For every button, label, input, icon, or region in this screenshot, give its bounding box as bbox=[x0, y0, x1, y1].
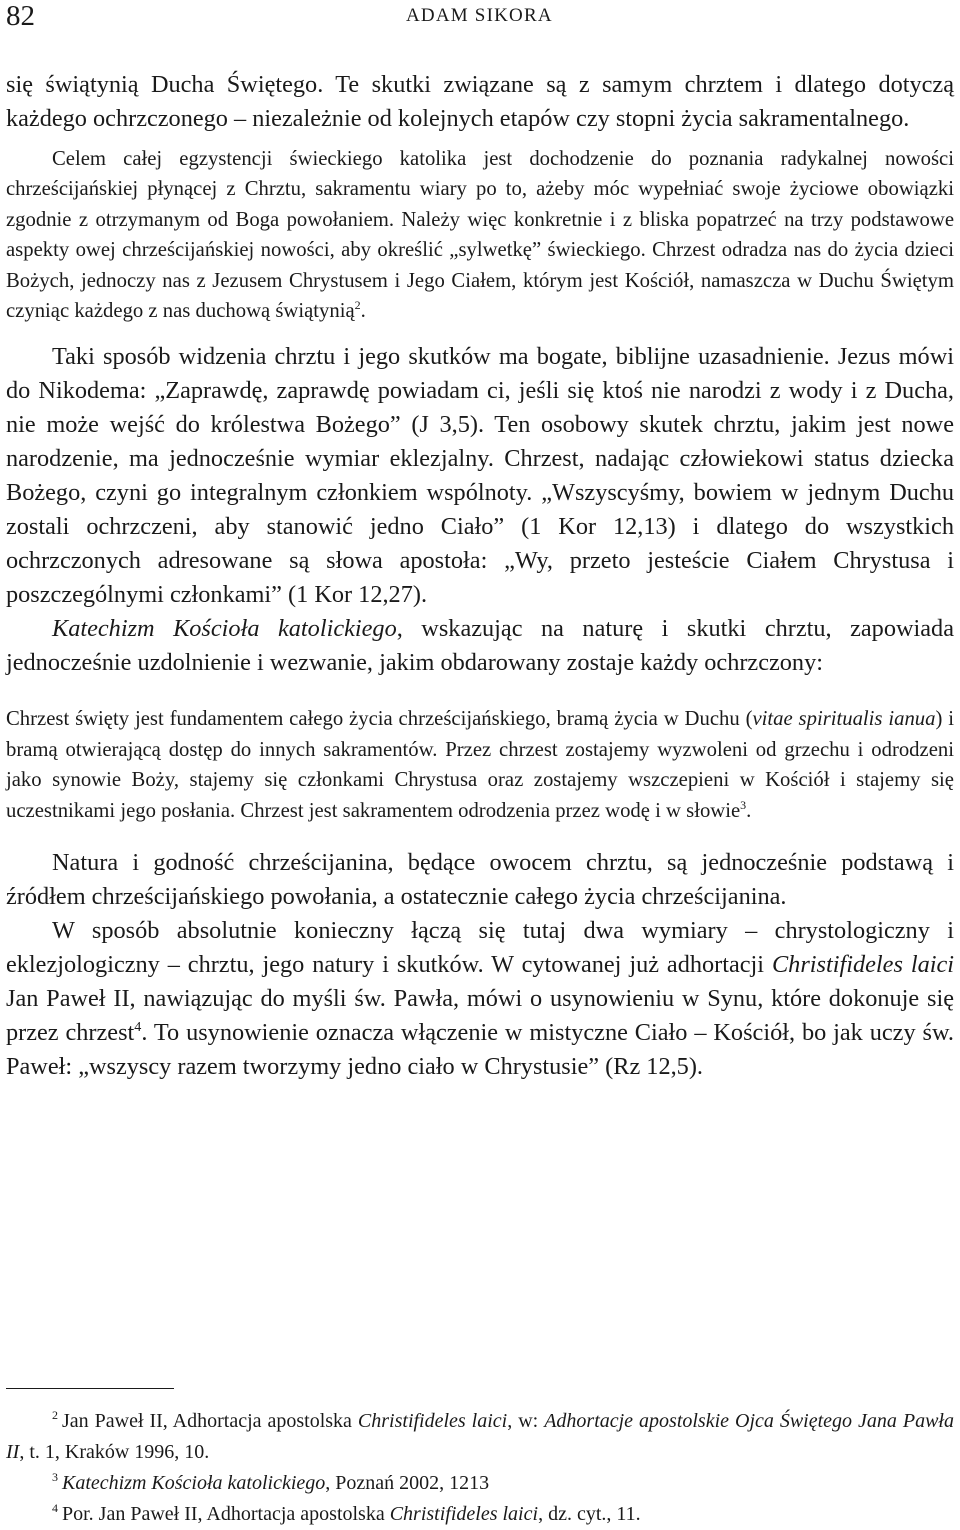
paragraph-text: Natura i godność chrześcijanina, będące owocem chrztu, są jednocześnie podstawą i źródłem chrześcijańskiego powołania, a ostatecznie całego życia chrześcijanina. bbox=[6, 849, 954, 911]
paragraph-nature-dignity bbox=[6, 846, 954, 914]
footnote-ref-3[interactable]: 3 bbox=[740, 797, 747, 812]
footnote-4: $^4$ Por. Jan Paweł II, Adhortacja apostolska Christifideles laici, dz. cyt., 11. bbox=[52, 1501, 641, 1525]
latin-phrase: vitae spiritualis ianua bbox=[752, 708, 936, 731]
paragraph-dimensions: W sposób absolutnie konieczny łączą się tutaj dwa wymiary – chrystologiczny i eklezjologiczny – chrztu, jego natury i skutków. W cytowanej już adhortacji Christifideles laici Jan Paweł II, nawiązując do myśli św. Pawła, mówi o usynowieniu w Synu, które dokonuje się przez chrzest$^4$. To usynowienie oznacza włączenie w mistyczne Ciało – Kościół, bo jak uczy św. Paweł: „wszyscy razem tworzymy jedno ciało w Chrystusie” (Rz 12,5). bbox=[6, 917, 955, 1081]
page-number: 82 bbox=[6, 0, 35, 32]
block-quote-1 bbox=[6, 144, 954, 326]
footnote-ref-4[interactable]: 4 bbox=[134, 1018, 142, 1035]
footnote-separator bbox=[6, 1388, 174, 1389]
footnote-number: 2 bbox=[52, 1408, 58, 1423]
paragraph-text: , wskazując na naturę i skutki chrztu, zapowiada jednocześnie uzdolnienie i wezwanie, jakim obdarowany zostaje każdy ochrzczony: bbox=[6, 615, 954, 677]
document-title: Christifideles laici bbox=[771, 951, 955, 979]
footnote-2: $^2$ Jan Paweł II, Adhortacja apostolska Christifideles laici, w: Adhortacje apostolskie Ojca Świętego Jana Pawła II, t. 1, Kraków 1996, 10. bbox=[6, 1408, 954, 1463]
catechism-title: Katechizm Kościoła katolickiego bbox=[52, 615, 397, 643]
running-head: ADAM SIKORA bbox=[406, 5, 553, 26]
quote-paragraph: Celem całej egzystencji świeckiego katolika jest dochodzenie do poznania radykalnej nowości chrześcijańskiej płynącej z Chrztu, sakramentu wiary po to, ażeby móc wypełniać swoje życiowe obowiązki zgodnie z otrzymanym od Boga powołaniem. Należy więc konkretnie i z bliska popatrzeć na trzy podstawowe aspekty owej chrześcijańskiej nowości, aby określić „sylwetkę” świeckiego. Chrzest odradza nas do życia dzieci Bożych, jednoczy nas z Jezusem Chrystusem i Jego Ciałem, którym jest Kościół, namaszcza w Duchu Świętym czyniąc każdego z nas duchową świątynią$^2$. bbox=[6, 148, 954, 323]
footnotes bbox=[6, 1406, 954, 1530]
paragraph-catechism-intro bbox=[6, 612, 954, 680]
body-text bbox=[6, 68, 954, 1084]
paragraph-biblical bbox=[6, 340, 954, 612]
quote-paragraph: Chrzest święty jest fundamentem całego życia chrześcijańskiego, bramą życia w Duchu (vitae spiritualis ianua) i bramą otwierającą dostęp do innych sakramentów. Przez chrzest zostajemy wyzwoleni od grzechu i odrodzeni jako synowie Boży, stajemy się członkami Chrystusa oraz zostajemy wszczepieni w Kościół i stajemy się uczestnikami jego posłania. Chrzest jest sakramentem odrodzenia przez wodę i w słowie$^3$. bbox=[6, 708, 954, 822]
paragraph-continued bbox=[6, 68, 954, 136]
paragraph-text: Taki sposób widzenia chrztu i jego skutków ma bogate, biblijne uzasadnienie. Jezus mówi do Nikodema: „Zaprawdę, zaprawdę powiadam ci, jeśli się ktoś nie narodzi z wody i z Ducha, nie może wejść do królestwa Bożego” (J 3,5). Ten osobowy skutek chrztu, jakim jest nowe narodzenie, ma jednocześnie wymiar eklezjalny. Chrzest, nadając człowiekowi status dziecka Bożego, czyni go integralnym członkiem wspólnoty. „Wszyscyśmy, bowiem w jednym Duchu zostali ochrzczeni, aby stanowić jedno Ciało” (1 Kor 12,13) i dlatego do wszystkich ochrzczonych adresowane są słowa apostoła: „Wy, przeto jesteście Ciałem Chrystusa i poszczególnymi członkami” (1 Kor 12,27). bbox=[6, 343, 954, 609]
paragraph-text: się świątynią Ducha Świętego. Te skutki związane są z samym chrztem i dlatego dotyczą każdego ochrzczonego – niezależnie od kolejnych etapów czy stopni życia sakramentalnego. bbox=[6, 71, 954, 132]
footnote-3: $^3$ Katechizm Kościoła katolickiego, Poznań 2002, 1213 bbox=[52, 1470, 490, 1494]
block-quote-2 bbox=[6, 704, 954, 826]
page-header bbox=[6, 0, 954, 40]
footnote-number: 4 bbox=[52, 1501, 58, 1516]
footnote-number: 3 bbox=[52, 1470, 58, 1485]
footnote-ref-2[interactable]: 2 bbox=[354, 298, 361, 313]
quote-text: Celem całej egzystencji świeckiego katolika jest dochodzenie do poznania radykalnej nowości chrześcijańskiej płynącej z Chrztu, sakramentu wiary po to, ażeby móc wypełniać swoje życiowe obowiązki zgodnie z otrzymanym od Boga powołaniem. Należy więc konkretnie i z bliska popatrzeć na trzy podstawowe aspekty owej chrześcijańskiej nowości, aby określić „sylwetkę” świeckiego. Chrzest odradza nas do życia dzieci Bożych, jednoczy nas z Jezusem Chrystusem i Jego Ciałem, którym jest Kościół, namaszcza w Duchu Świętym czyniąc każdego z nas duchową świątynią bbox=[6, 148, 954, 323]
